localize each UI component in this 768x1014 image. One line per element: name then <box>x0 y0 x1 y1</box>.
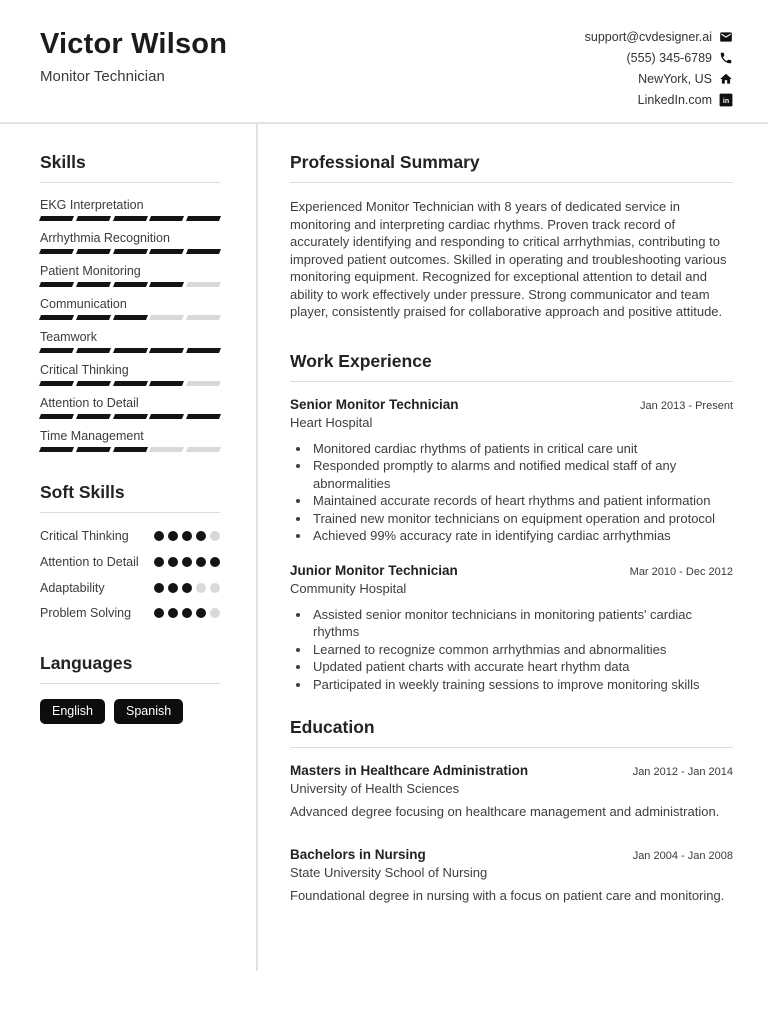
summary-section <box>290 152 733 321</box>
linkedin-icon <box>719 93 733 107</box>
job-bullet: • Assisted senior monitor technicians in monitoring patients' cardiac rhythms <box>311 606 733 641</box>
skill-bar-segment <box>113 249 148 254</box>
level-dot <box>154 583 164 593</box>
skill-item <box>40 330 220 353</box>
job-entry <box>290 563 733 694</box>
skill-bar-segment <box>186 315 221 320</box>
job-bullet: • Maintained accurate records of heart rhythms and patient information <box>311 492 733 510</box>
school-name: University of Health Sciences <box>290 781 460 796</box>
soft-skill-level-dots <box>154 580 220 593</box>
skill-bar-segment <box>149 381 184 386</box>
skill-level-bar <box>40 414 220 419</box>
job-company: Community Hospital <box>290 580 407 596</box>
skill-label: Critical Thinking <box>40 363 129 377</box>
skill-bar-segment <box>149 249 184 254</box>
skill-bar-segment <box>186 348 221 353</box>
skill-item <box>40 231 220 254</box>
education-dates: Jan 2004 - Jan 2008 <box>632 849 733 862</box>
soft-skill-item <box>40 580 220 598</box>
phone-icon <box>719 51 733 65</box>
skill-bar-segment <box>149 414 184 419</box>
soft-skill-label: Problem Solving <box>40 606 132 621</box>
soft-skill-label: Adaptability <box>40 580 105 595</box>
skill-bar-segment <box>149 315 184 320</box>
level-dot <box>196 557 206 567</box>
education-description: Foundational degree in nursing with a focus on patient care and monitoring. <box>290 887 725 903</box>
skill-bar-segment <box>76 282 111 287</box>
level-dot <box>210 557 220 567</box>
job-bullet: • Updated patient charts with accurate heart rhythm data <box>311 658 733 676</box>
education-description: Advanced degree focusing on healthcare management and administration. <box>290 804 720 819</box>
skill-item <box>40 363 220 386</box>
skill-bar-segment <box>113 282 148 287</box>
soft-skill-item <box>40 605 220 623</box>
svg-text:in: in <box>722 98 730 106</box>
contact-phone <box>627 51 733 65</box>
skill-bar-segment <box>113 348 148 353</box>
skill-bar-segment <box>39 381 74 386</box>
level-dot <box>154 531 164 541</box>
contact-home <box>638 72 733 86</box>
soft-skill-level-dots <box>154 554 220 567</box>
languages-heading: Languages <box>40 653 220 684</box>
resume-body <box>0 124 768 971</box>
level-dot <box>154 557 164 567</box>
education-header <box>290 847 733 862</box>
education-entry <box>290 847 733 905</box>
skill-bar-segment <box>39 348 74 353</box>
education-heading: Education <box>290 717 733 748</box>
skill-bar-segment <box>39 282 74 287</box>
skill-item <box>40 264 220 287</box>
email-icon <box>719 30 733 44</box>
person-name: Victor Wilson <box>40 28 228 60</box>
level-dot <box>168 583 178 593</box>
job-bullets <box>311 440 733 545</box>
skill-bar-segment <box>186 414 221 419</box>
identity-block <box>40 28 227 85</box>
contact-email[interactable] <box>585 30 733 44</box>
skill-bar-segment <box>76 348 111 353</box>
languages-section <box>40 653 220 724</box>
skills-list <box>40 198 220 452</box>
contact-block <box>585 28 733 107</box>
skill-bar-segment <box>186 282 221 287</box>
degree-title: Bachelors in Nursing <box>290 846 426 862</box>
contact-text[interactable]: LinkedIn.com <box>637 93 712 107</box>
skill-item <box>40 429 220 452</box>
level-dot <box>182 531 192 541</box>
skill-label: EKG Interpretation <box>40 198 144 212</box>
education-entry <box>290 763 733 821</box>
skill-label: Time Management <box>40 429 144 443</box>
skill-level-bar <box>40 348 220 353</box>
skill-bar-segment <box>186 447 221 452</box>
jobs-list <box>290 397 733 694</box>
skill-bar-segment <box>186 249 221 254</box>
skill-item <box>40 198 220 221</box>
level-dot <box>196 531 206 541</box>
sidebar <box>0 124 258 971</box>
level-dot <box>182 583 192 593</box>
level-dot <box>196 583 206 593</box>
skill-level-bar <box>40 315 220 320</box>
skill-bar-segment <box>186 216 221 221</box>
skill-bar-segment <box>149 216 184 221</box>
soft-skill-label: Attention to Detail <box>40 554 139 569</box>
skill-bar-segment <box>113 414 148 419</box>
level-dot <box>168 531 178 541</box>
skill-bar-segment <box>149 447 184 452</box>
skill-bar-segment <box>76 381 111 386</box>
skills-section <box>40 152 220 452</box>
skill-bar-segment <box>76 216 111 221</box>
skill-bar-segment <box>76 414 111 419</box>
education-section <box>290 717 733 904</box>
job-bullet: • Monitored cardiac rhythms of patients in critical care unit <box>311 440 733 458</box>
contact-linkedin[interactable] <box>638 93 733 107</box>
level-dot <box>182 608 192 618</box>
soft-skill-item <box>40 528 220 546</box>
job-company: Heart Hospital <box>290 414 373 430</box>
skill-bar-segment <box>76 447 111 452</box>
skill-item <box>40 297 220 320</box>
level-dot <box>210 608 220 618</box>
job-header <box>290 397 733 412</box>
person-job-title: Monitor Technician <box>40 68 165 86</box>
education-list <box>290 763 733 904</box>
job-bullet: • Achieved 99% accuracy rate in identifying cardiac arrhythmias <box>311 527 733 545</box>
home-icon <box>719 72 733 86</box>
summary-text: Experienced Monitor Technician with 8 years of dedicated service in monitoring and interpreting cardiac rhythms. Proven track record of accurately identifying and responding to critical arrhythmias, contributing to improved patient outcomes. Skilled in operating and troubleshooting various monitoring equipment. Recognized for exceptional attention to detail and ability to work effectively under pressure. Strong communicator and team player, consistently praised for collaborative approach and positive attitude. <box>290 199 727 319</box>
contact-text[interactable]: support@cvdesigner.ai <box>584 30 712 44</box>
job-entry <box>290 397 733 545</box>
soft-skill-item <box>40 554 220 572</box>
education-header <box>290 763 733 778</box>
level-dot <box>196 608 206 618</box>
skill-level-bar <box>40 447 220 452</box>
skill-bar-segment <box>186 381 221 386</box>
language-pill: English <box>40 699 105 724</box>
skill-label: Arrhythmia Recognition <box>40 231 170 245</box>
skill-label: Teamwork <box>40 330 97 344</box>
resume-header <box>0 0 768 124</box>
skill-bar-segment <box>149 348 184 353</box>
contact-text: (555) 345-6789 <box>626 51 712 65</box>
skill-bar-segment <box>39 414 74 419</box>
soft-skill-level-dots <box>154 528 220 541</box>
summary-heading: Professional Summary <box>290 152 733 183</box>
soft-skills-section <box>40 482 220 623</box>
job-header <box>290 563 733 578</box>
skill-item <box>40 396 220 419</box>
skill-bar-segment <box>39 315 74 320</box>
job-title: Senior Monitor Technician <box>290 396 459 412</box>
skill-level-bar <box>40 282 220 287</box>
job-bullet: • Responded promptly to alarms and notified medical staff of any abnormalities <box>311 457 733 492</box>
job-dates: Mar 2010 - Dec 2012 <box>629 565 733 578</box>
main-column <box>258 124 768 971</box>
skill-bar-segment <box>76 249 111 254</box>
job-bullet: • Trained new monitor technicians on equipment operation and protocol <box>311 510 733 528</box>
level-dot <box>168 557 178 567</box>
skill-bar-segment <box>113 447 148 452</box>
soft-skills-heading: Soft Skills <box>40 482 220 513</box>
skill-bar-segment <box>76 315 111 320</box>
skill-bar-segment <box>113 315 148 320</box>
level-dot <box>182 557 192 567</box>
skill-label: Attention to Detail <box>40 396 139 410</box>
contact-text: NewYork, US <box>638 72 712 86</box>
soft-skill-label: Critical Thinking <box>40 529 129 543</box>
skills-heading: Skills <box>40 152 220 183</box>
level-dot <box>210 531 220 541</box>
job-bullet: • Learned to recognize common arrhythmias and abnormalities <box>311 641 733 659</box>
job-bullets <box>311 606 733 694</box>
skill-bar-segment <box>113 381 148 386</box>
skill-level-bar <box>40 249 220 254</box>
school-name: State University School of Nursing <box>290 864 488 880</box>
skill-bar-segment <box>39 216 74 221</box>
skill-label: Patient Monitoring <box>40 264 141 278</box>
skill-label: Communication <box>40 297 127 311</box>
soft-skills-list <box>40 528 220 623</box>
degree-title: Masters in Healthcare Administration <box>290 763 529 778</box>
education-dates: Jan 2012 - Jan 2014 <box>632 766 733 778</box>
level-dot <box>210 583 220 593</box>
soft-skill-level-dots <box>154 605 220 618</box>
job-dates: Jan 2013 - Present <box>640 399 733 412</box>
language-pill: Spanish <box>114 699 183 724</box>
skill-bar-segment <box>39 249 74 254</box>
level-dot <box>168 608 178 618</box>
job-bullet: • Participated in weekly training sessions to improve monitoring skills <box>311 676 733 694</box>
work-experience-heading: Work Experience <box>290 351 733 382</box>
skill-bar-segment <box>149 282 184 287</box>
work-experience-section <box>290 351 733 694</box>
skill-level-bar <box>40 216 220 221</box>
skill-bar-segment <box>39 447 74 452</box>
skill-bar-segment <box>113 216 148 221</box>
job-title: Junior Monitor Technician <box>290 562 458 578</box>
level-dot <box>154 608 164 618</box>
skill-level-bar <box>40 381 220 386</box>
languages-list <box>40 699 220 724</box>
